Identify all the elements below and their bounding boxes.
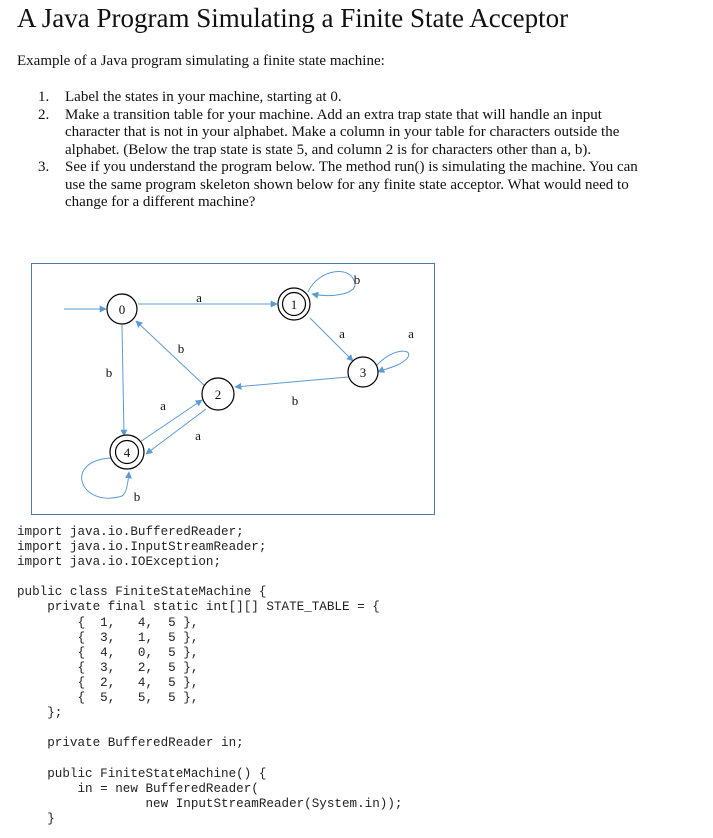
edge-label-s1-loop: b bbox=[353, 272, 361, 287]
code-line: private BufferedReader in; bbox=[17, 736, 244, 751]
code-line: import java.io.IOException; bbox=[17, 555, 222, 570]
state-label-4: 4 bbox=[123, 445, 131, 460]
state-diagram bbox=[31, 263, 435, 515]
state-label-0: 0 bbox=[118, 302, 126, 317]
code-line: { 3, 2, 5 }, bbox=[17, 660, 199, 675]
edge-s0-s4 bbox=[122, 325, 124, 436]
code-line: } bbox=[17, 811, 55, 826]
list-number: 1. bbox=[38, 89, 50, 105]
edge-s3-loop bbox=[376, 351, 409, 372]
edge-label-s3-loop: a bbox=[408, 326, 414, 341]
list-item bbox=[38, 159, 648, 212]
list-item-text: Label the states in your machine, starting at 0. bbox=[65, 89, 342, 105]
edge-s2-s0 bbox=[136, 321, 205, 386]
code-line: { 5, 5, 5 }, bbox=[17, 691, 199, 706]
code-listing bbox=[17, 525, 402, 827]
edge-label-s3-s2: b bbox=[291, 393, 299, 408]
code-line: { 2, 4, 5 }, bbox=[17, 675, 199, 690]
edge-s3-s2 bbox=[235, 377, 348, 387]
code-line: { 1, 4, 5 }, bbox=[17, 615, 199, 630]
edge-s1-loop bbox=[308, 272, 355, 296]
edge-label-s4-s2: a bbox=[160, 398, 166, 413]
code-line: in = new BufferedReader( bbox=[17, 781, 259, 796]
state-label-1: 1 bbox=[290, 297, 298, 312]
code-line: }; bbox=[17, 706, 63, 721]
edge-s1-s3 bbox=[310, 318, 353, 361]
code-line: { 3, 1, 5 }, bbox=[17, 630, 199, 645]
state-diagram-canvas bbox=[32, 264, 436, 516]
edge-label-s2-s0: b bbox=[177, 341, 185, 356]
code-line: import java.io.BufferedReader; bbox=[17, 525, 244, 539]
list-item bbox=[38, 89, 648, 107]
edge-label-s0-s1: a bbox=[196, 290, 202, 305]
code-line: { 4, 0, 5 }, bbox=[17, 645, 199, 660]
edge-label-s2-s4: a bbox=[195, 428, 201, 443]
instruction-list bbox=[38, 89, 648, 212]
list-number: 2. bbox=[38, 106, 50, 123]
edge-label-s0-s4: b bbox=[105, 365, 113, 380]
list-item bbox=[38, 107, 648, 160]
states-group bbox=[107, 288, 378, 469]
page-title: A Java Program Simulating a Finite State Acceptor bbox=[17, 3, 569, 33]
list-number: 3. bbox=[38, 159, 50, 175]
list-item-text: See if you understand the program below. The method run() is simulating the machine. You can use the same program skeleton shown below for any finite state acceptor. What would need to change for a different machine? bbox=[65, 159, 638, 210]
code-line: public FiniteStateMachine() { bbox=[17, 766, 267, 781]
code-line: private final static int[][] STATE_TABLE = { bbox=[17, 600, 380, 615]
edge-label-s1-s3: a bbox=[339, 326, 345, 341]
list-item-text: Make a transition table for your machine. Add an extra trap state that will handle an input character that is not in your alphabet. Make a column in your table for characters outside the alphabet. (Below the trap state is state 5, and column 2 is for characters other than a, b). bbox=[65, 106, 620, 158]
intro-text: Example of a Java program simulating a finite state machine: bbox=[17, 53, 385, 69]
code-line: import java.io.InputStreamReader; bbox=[17, 540, 267, 555]
edge-label-s4-loop: b bbox=[133, 489, 141, 504]
edge-s4-s2 bbox=[137, 400, 202, 444]
code-line: new InputStreamReader(System.in)); bbox=[17, 796, 403, 811]
state-label-2: 2 bbox=[214, 387, 222, 402]
code-line: public class FiniteStateMachine { bbox=[17, 585, 267, 600]
state-label-3: 3 bbox=[359, 365, 367, 380]
